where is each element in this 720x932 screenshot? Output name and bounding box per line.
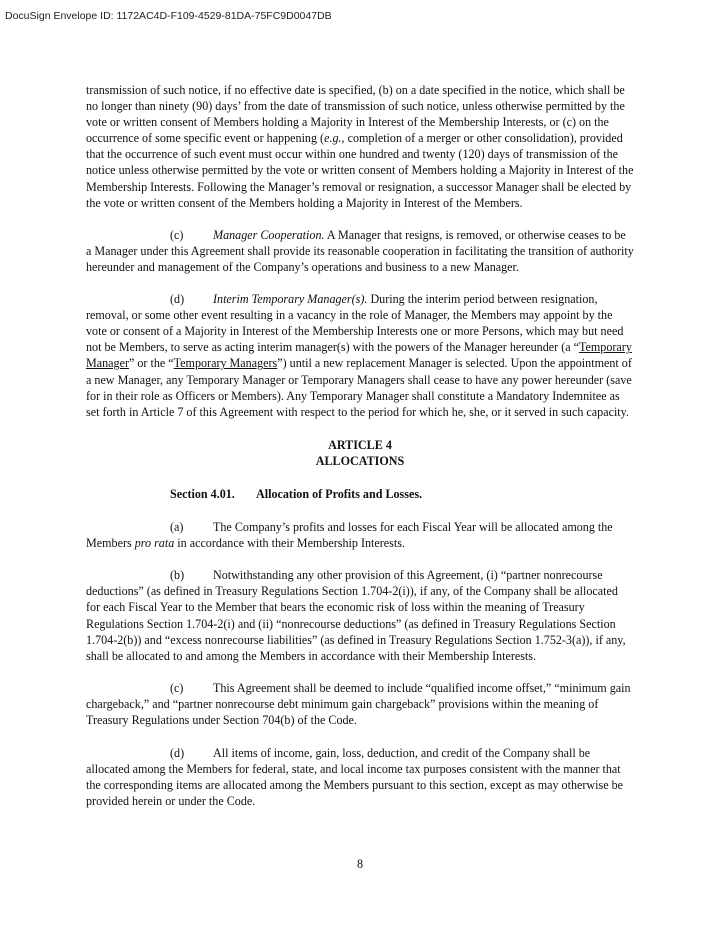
article-number: ARTICLE 4	[328, 437, 392, 452]
section-d-paragraph	[86, 291, 634, 420]
paragraph-a-label: (a)	[170, 520, 184, 535]
section-4-01-heading	[86, 486, 634, 502]
section-d-title: Interim Temporary Manager(s).	[213, 292, 368, 307]
paragraph-continuation	[86, 82, 634, 211]
section-d-text: ” or the “	[128, 356, 174, 371]
article-title: ALLOCATIONS	[315, 453, 405, 468]
paragraph-d-label: (d)	[170, 746, 185, 761]
paragraph-d-text: All items of income, gain, loss, deduction, and credit of the Company shall be allocated among the Members for federal, state, and local income tax purposes consistent with the manner that the corresponding items are allocated among the Members pursuant to this section, except as may otherwise be provided herein or under the Code.	[86, 746, 624, 809]
page-number: 8	[356, 857, 364, 871]
paragraph-b-text: Notwithstanding any other provision of this Agreement, (i) “partner nonrecourse deductions” (as defined in Treasury Regulations Section 1.704-2(i)), if any, of the Company shall be allocated for each Fiscal Year to the Member that bears the economic risk of loss within the meaning of Treasury Regulations Section 1.704-2(i) and (ii) “nonrecourse deductions” (as defined in Treasury Regulations Section 1.704-2(b)) and “excess nonrecourse liabilities” (as defined in Treasury Regulations Section 1.752-3(a)), if any, shall be allocated to and among the Members in accordance with their Membership Interests.	[86, 568, 626, 663]
paragraph-c-text: This Agreement shall be deemed to include “qualified income offset,” “minimum gain chargeback,” and “partner nonrecourse debt minimum gain chargeback” provisions within the meaning of Treasury Regulations under Section 704(b) of the Code.	[86, 680, 631, 727]
section-d-text: During the interim period between resignation, removal, or some other event resulting in a vacancy in the role of Manager, the Members may appoint by the vote or consent of a Majority in Interest of the Membership Interests one or more Persons, which may but need not be Members, to serve as acting interim manager(s) with the powers of the Manager hereunder (a “	[86, 292, 624, 355]
section-c-text: A Manager that resigns, is removed, or otherwise ceases to be a Manager under this Agreement shall provide its reasonable cooperation in facilitating the transition of authority hereunder and management of the Company’s operations and business to a new Manager.	[86, 227, 634, 274]
paragraph-text: transmission of such notice, if no effective date is specified, (b) on a date specified in the notice, which shall be no longer than ninety (90) days’ from the date of transmission of such notice, unless otherwise permitted by the vote or written consent of Members holding a Majority in Interest of the Membership Interests, or (c) on the occurrence of some specific event or happening (	[86, 83, 625, 146]
paragraph-a-text: in accordance with their Membership Interests.	[174, 536, 405, 551]
paragraph-text: , completion of a merger or other consolidation), provided that the occurrence of such event must occur within one hundred and twenty (120) days of transmission of the notice unless otherwise permitted by the vote or written consent of Members holding a Majority in Interest of the Membership Interests. Following the Manager’s removal or resignation, a successor Manager shall be elected by the vote or written consent of the Members holding a Majority in Interest of the Members.	[86, 131, 634, 210]
defined-term-temporary-managers: Temporary Managers	[173, 356, 278, 371]
section-c-title: Manager Cooperation.	[213, 227, 325, 242]
paragraph-italic: e.g.	[324, 131, 342, 146]
paragraph-a-italic: pro rata	[134, 536, 175, 551]
document-page	[86, 82, 634, 809]
section-number: Section 4.01.	[170, 486, 235, 501]
section-c-paragraph	[86, 227, 634, 275]
paragraph-b-label: (b)	[170, 568, 185, 583]
docusign-envelope-id: DocuSign Envelope ID: 1172AC4D-F109-4529-81DA-75FC9D0047DB	[5, 10, 332, 22]
paragraph-c	[86, 680, 634, 728]
paragraph-b	[86, 567, 634, 664]
section-d-label: (d)	[170, 292, 185, 307]
paragraph-d	[86, 745, 634, 809]
section-title: Allocation of Profits and Losses.	[256, 486, 423, 501]
paragraph-a-text: The Company’s profits and losses for each Fiscal Year will be allocated among the Members	[86, 520, 613, 551]
paragraph-c-label: (c)	[170, 680, 184, 695]
paragraph-a	[86, 519, 634, 551]
section-c-label: (c)	[170, 227, 184, 242]
section-d-text: ”) until a new replacement Manager is selected. Upon the appointment of a new Manager, any Temporary Manager or Temporary Managers shall cease to have any power hereunder (save for in their role as Officers or Members). Any Temporary Manager shall constitute a Mandatory Indemnitee as set forth in Article 7 of this Agreement with respect to the period for which he, she, or it served in such capacity.	[86, 356, 632, 419]
defined-term-temporary-manager: Temporary Manager	[86, 340, 632, 371]
